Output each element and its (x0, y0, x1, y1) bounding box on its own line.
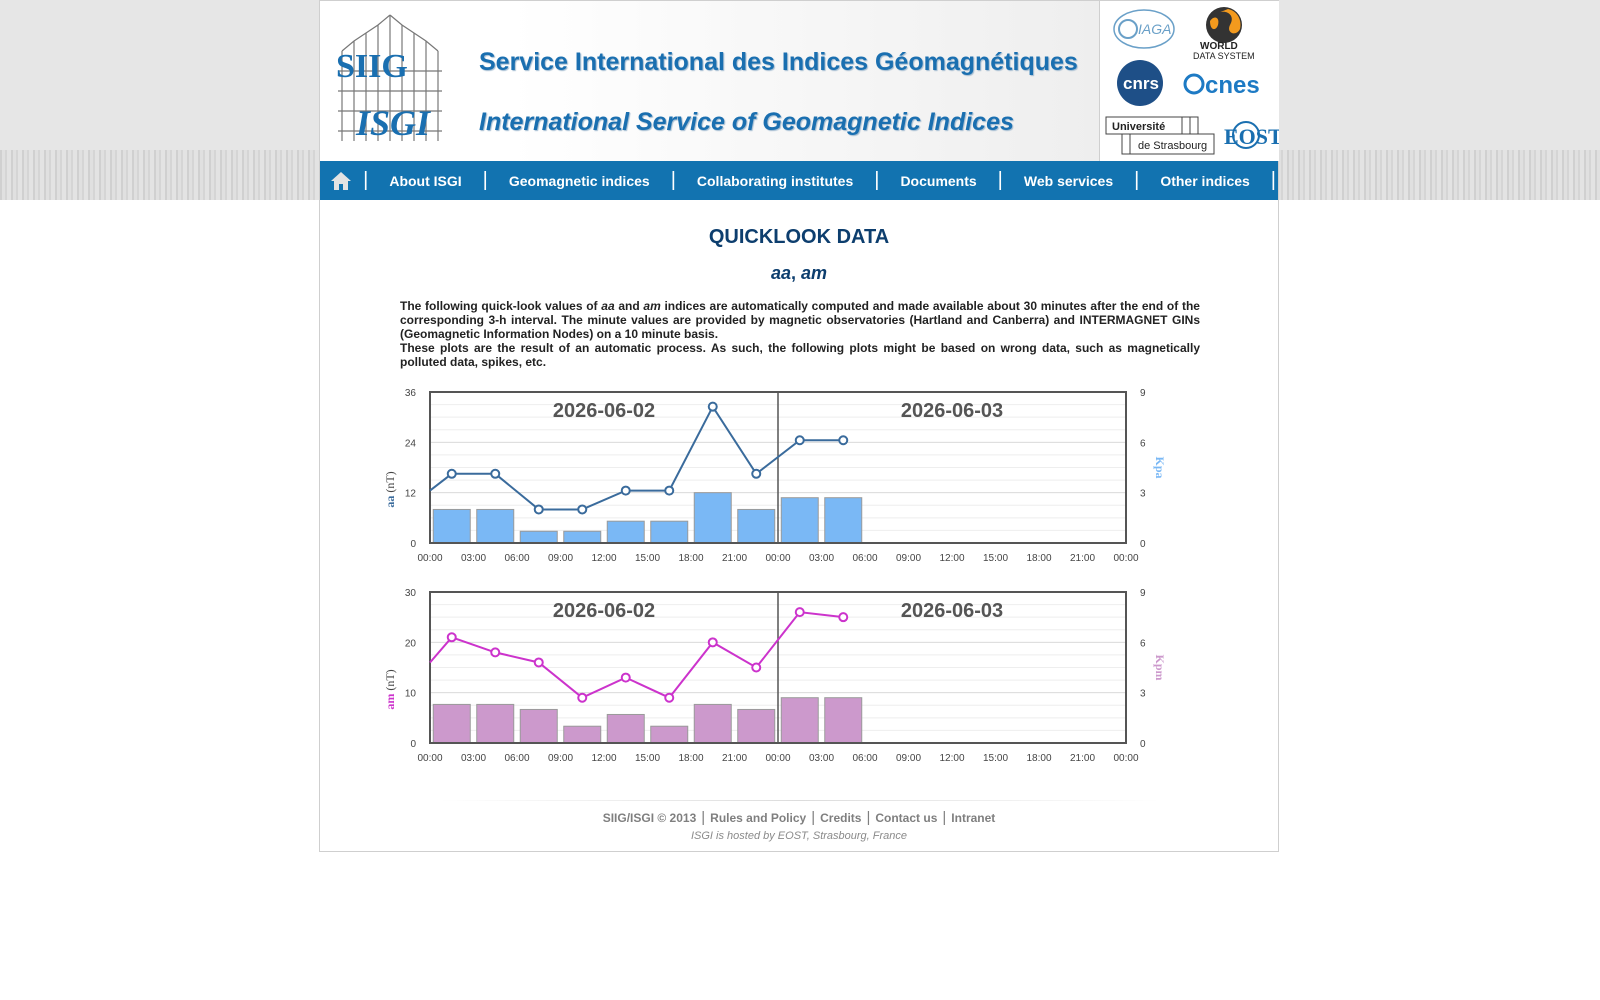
iaga-logo[interactable] (1114, 10, 1174, 48)
day-label: 2026-06-03 (900, 400, 1004, 422)
kp-bar (651, 521, 688, 543)
kp-bar (825, 698, 862, 743)
y-axis-label (383, 471, 397, 507)
y2-tick-label: 9 (1140, 588, 1146, 599)
index-point (448, 470, 456, 478)
cnes-logo-text: cnes (1205, 72, 1260, 99)
x-tick-label: 21:00 (721, 753, 748, 764)
footer-copyright: SIIG/ISGI © 2013 (602, 811, 697, 825)
footer-separator: | (701, 809, 706, 826)
x-tick-label: 06:00 (852, 753, 878, 764)
y2-tick-label: 3 (1140, 688, 1146, 700)
nav-home-button[interactable] (320, 161, 361, 200)
y-tick-label: 30 (404, 588, 416, 599)
footer-separator: | (811, 809, 816, 826)
index-point (752, 664, 760, 672)
y-tick-label: 12 (404, 488, 416, 500)
subtitle-am: am (801, 263, 828, 283)
index-point (839, 436, 847, 444)
index-point (622, 487, 630, 495)
index-point (491, 648, 499, 656)
x-tick-label: 09:00 (547, 553, 574, 564)
nav-separator: | (482, 169, 488, 191)
wds-logo-text-1: WORLD (1200, 41, 1238, 52)
footer-link-credits[interactable]: Credits (820, 811, 862, 825)
index-point (535, 658, 543, 666)
description-text: The following quick-look values of (400, 299, 602, 313)
index-point (839, 613, 847, 621)
site-title-english: International Service of Geomagnetic Indices (479, 108, 1014, 136)
kp-bar (477, 509, 514, 543)
day-label: 2026-06-02 (552, 400, 656, 422)
kp-bar (520, 709, 557, 743)
wds-logo-text-2: DATA SYSTEM (1193, 51, 1255, 61)
iaga-logo-text: IAGA (1138, 21, 1172, 37)
warning-paragraph: These plots are the result of an automatic process. As such, the following plots might be based on wrong data, such as magnetically polluted data, spikes, etc. (400, 341, 1200, 369)
description-am: am (643, 299, 661, 313)
nav-item-geomagnetic-indices[interactable]: Geomagnetic indices (508, 172, 650, 189)
x-tick-label: 00:00 (1113, 753, 1139, 764)
index-point (665, 487, 673, 495)
y2-tick-label: 6 (1140, 638, 1146, 650)
footer-divider (440, 800, 1160, 801)
x-tick-label: 21:00 (721, 553, 748, 564)
footer-separator: | (866, 809, 871, 826)
y-tick-label: 0 (410, 739, 416, 750)
day-label: 2026-06-02 (552, 600, 656, 622)
home-icon (330, 171, 352, 191)
y2-tick-label: 3 (1140, 488, 1146, 500)
siig-isgi-logo[interactable] (334, 11, 446, 147)
isgi-logo-text: ISGI (356, 103, 431, 143)
description-aa: aa (601, 299, 615, 313)
kp-bar (520, 531, 557, 543)
page-title: QUICKLOOK DATA (708, 226, 890, 248)
kp-bar (825, 498, 862, 543)
footer-links (320, 809, 1278, 826)
index-point (796, 436, 804, 444)
index-point (578, 505, 586, 513)
x-tick-label: 12:00 (939, 553, 965, 564)
x-tick-label: 03:00 (808, 753, 835, 764)
nav-separator: | (670, 169, 676, 191)
footer-link-contact-us[interactable]: Contact us (875, 811, 938, 825)
siig-logo-text: SIIG (336, 48, 408, 85)
index-point (709, 403, 717, 411)
x-tick-label: 18:00 (1026, 553, 1052, 564)
cnes-logo[interactable] (1185, 72, 1260, 99)
description-and: and (614, 299, 644, 313)
kp-bar (694, 493, 731, 543)
x-tick-label: 18:00 (678, 553, 704, 564)
kp-bar (694, 704, 731, 743)
x-tick-label: 00:00 (765, 753, 791, 764)
hosted-by-note: ISGI is hosted by EOST, Strasbourg, France (690, 830, 908, 842)
nav-separator: | (363, 169, 369, 191)
index-point (622, 674, 630, 682)
y-tick-label: 10 (404, 688, 416, 700)
x-tick-label: 21:00 (1069, 553, 1096, 564)
x-tick-label: 18:00 (1026, 753, 1052, 764)
nav-separator: | (997, 169, 1003, 191)
universite-strasbourg-logo[interactable] (1106, 117, 1214, 154)
x-tick-label: 15:00 (634, 753, 661, 764)
x-tick-label: 12:00 (939, 753, 965, 764)
index-point (709, 638, 717, 646)
x-tick-label: 12:00 (591, 753, 617, 764)
subtitle-comma: , (790, 263, 796, 283)
nav-item-about-isgi[interactable]: About ISGI (389, 172, 462, 189)
y2-axis-label: Kpa (1153, 456, 1167, 479)
day-label: 2026-06-03 (900, 600, 1004, 622)
x-tick-label: 03:00 (808, 553, 835, 564)
site-title-french: Service International des Indices Géomagnétiques (479, 48, 1078, 76)
nav-item-other-indices[interactable]: Other indices (1160, 172, 1250, 189)
x-tick-label: 00:00 (417, 753, 443, 764)
eost-logo[interactable] (1224, 122, 1279, 149)
aa-quicklook-chart (380, 379, 1200, 569)
page-subtitle (320, 263, 1278, 284)
y2-tick-label: 0 (1140, 739, 1146, 750)
y-tick-label: 24 (404, 438, 416, 450)
y-axis-label (383, 669, 397, 709)
x-tick-label: 06:00 (504, 553, 530, 564)
page-container (319, 0, 1279, 852)
y-axis-label-unit: (nT) (383, 669, 397, 694)
site-header (320, 1, 1278, 161)
nav-separator: | (1134, 169, 1140, 191)
x-tick-label: 03:00 (460, 553, 487, 564)
kp-bar (738, 709, 775, 743)
partner-logos (1099, 1, 1279, 161)
kp-bar (564, 726, 601, 743)
x-tick-label: 00:00 (417, 553, 443, 564)
x-tick-label: 09:00 (895, 553, 922, 564)
kp-bar (651, 726, 688, 743)
cnrs-logo-text: cnrs (1123, 74, 1159, 93)
x-tick-label: 06:00 (852, 553, 878, 564)
y-axis-label-unit: (nT) (383, 471, 397, 496)
x-tick-label: 09:00 (547, 753, 574, 764)
kp-bar (738, 509, 775, 543)
y-tick-label: 36 (404, 388, 416, 399)
x-tick-label: 00:00 (1113, 553, 1139, 564)
eost-logo-text: EOST (1224, 124, 1279, 149)
kp-bar (433, 704, 470, 743)
universite-logo-text-2: de Strasbourg (1138, 140, 1208, 152)
index-point (752, 470, 760, 478)
footer-link-intranet[interactable]: Intranet (951, 811, 996, 825)
x-tick-label: 21:00 (1069, 753, 1096, 764)
index-point (578, 694, 586, 702)
index-point (491, 470, 499, 478)
x-tick-label: 09:00 (895, 753, 922, 764)
world-data-system-logo[interactable] (1193, 7, 1255, 61)
kp-bar (781, 698, 818, 743)
y-axis-label-var: aa (383, 495, 397, 508)
index-point (448, 633, 456, 641)
nav-item-collaborating-institutes[interactable]: Collaborating institutes (696, 172, 854, 189)
x-tick-label: 06:00 (504, 753, 530, 764)
kp-bar (607, 521, 644, 543)
kp-bar (781, 498, 818, 543)
footer-link-rules-and-policy[interactable]: Rules and Policy (710, 811, 807, 825)
index-point (796, 608, 804, 616)
x-tick-label: 15:00 (634, 553, 661, 564)
footer-separator: | (942, 809, 947, 826)
kp-bar (477, 704, 514, 743)
y2-axis-label: Kpm (1153, 654, 1167, 681)
kp-bar (433, 509, 470, 543)
am-quicklook-chart (380, 579, 1200, 769)
y2-tick-label: 0 (1140, 539, 1146, 550)
y-axis-label-var: am (383, 693, 397, 710)
description-paragraph (400, 299, 1200, 341)
y-tick-label: 20 (404, 638, 416, 650)
index-point (665, 694, 673, 702)
kp-bar (564, 531, 601, 543)
nav-item-documents[interactable]: Documents (900, 172, 977, 189)
y2-tick-label: 6 (1140, 438, 1146, 450)
x-tick-label: 03:00 (460, 753, 487, 764)
cnrs-logo[interactable] (1117, 60, 1163, 106)
subtitle-aa: aa (770, 263, 791, 283)
x-tick-label: 12:00 (591, 553, 617, 564)
universite-logo-text-1: Université (1112, 121, 1166, 133)
nav-separator: | (874, 169, 880, 191)
nav-item-web-services[interactable]: Web services (1023, 172, 1114, 189)
index-point (535, 505, 543, 513)
x-tick-label: 15:00 (982, 753, 1009, 764)
y2-tick-label: 9 (1140, 388, 1146, 399)
x-tick-label: 00:00 (765, 553, 791, 564)
kp-bar (607, 714, 644, 743)
main-navigation (320, 161, 1278, 200)
description-text-rest: indices are automatically computed and made available about 30 minutes after the end of the corresponding 3-h interval. The minute values are provided by magnetic observatories (Hartland and Canberra) and INTERMAGNET GINs (Geomagnetic Information Nodes) on a 10 minute basis. (400, 299, 1200, 341)
y-tick-label: 0 (410, 539, 416, 550)
x-tick-label: 15:00 (982, 553, 1009, 564)
x-tick-label: 18:00 (678, 753, 704, 764)
nav-separator: | (1270, 169, 1276, 191)
